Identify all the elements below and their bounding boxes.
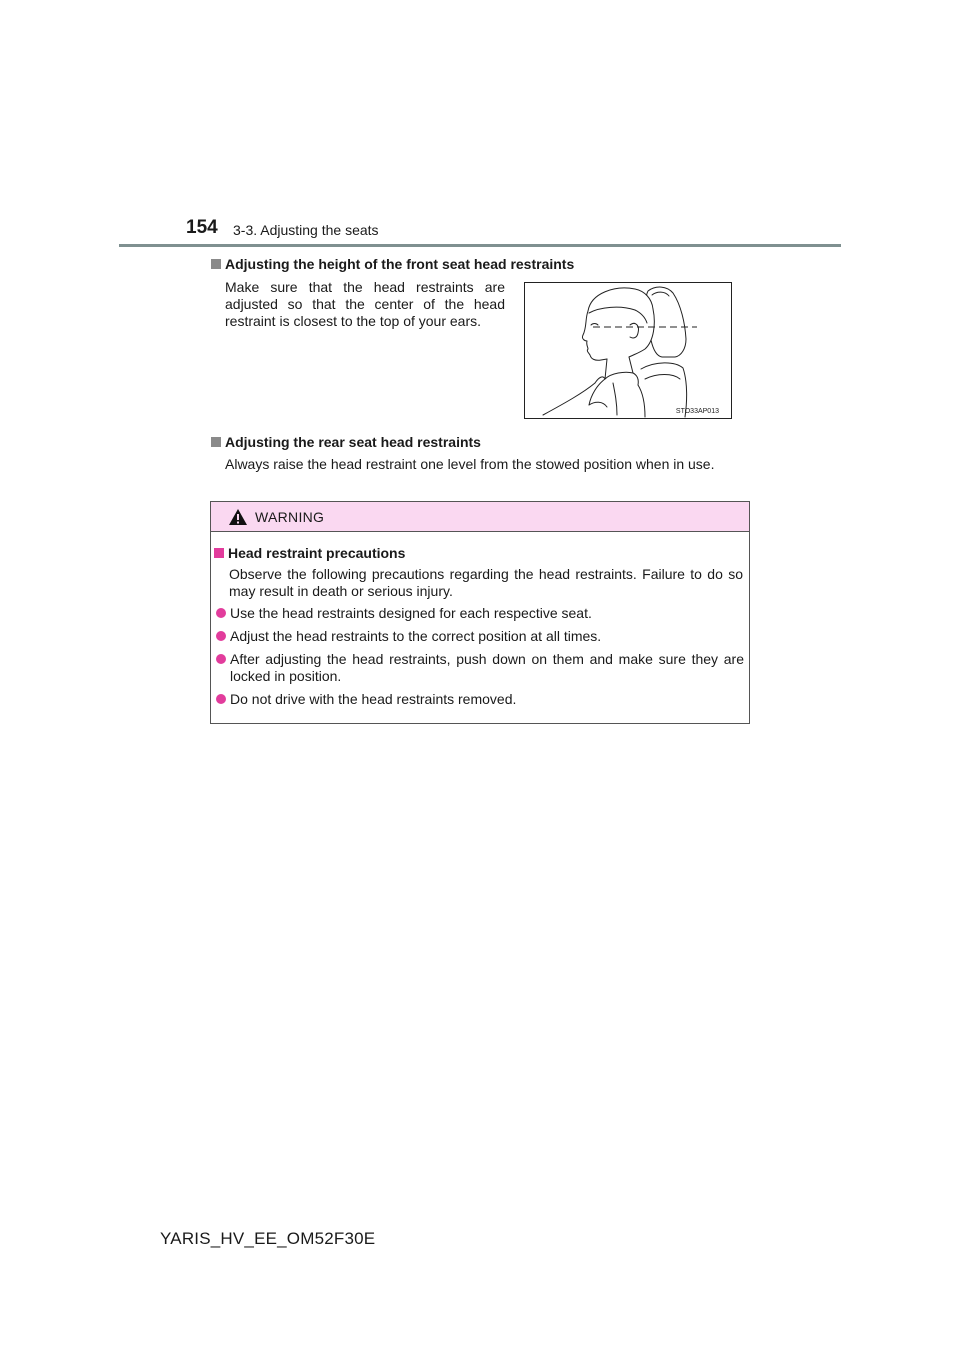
warning-text: Observe the following precautions regarding the head restraints. Failure to do so may result in death or serious injury. — [229, 566, 743, 599]
list-item: After adjusting the head restraints, push down on them and make sure they are locked in position. — [214, 651, 744, 685]
rear-restraints-text: Always raise the head restraint one level from the stowed position when in use. — [225, 456, 715, 472]
warning-bullet-list — [214, 605, 744, 714]
list-item: Do not drive with the head restraints removed. — [214, 691, 744, 708]
bullet-dot-icon — [216, 694, 226, 704]
warning-box — [210, 501, 750, 724]
front-restraints-heading: Adjusting the height of the front seat head restraints — [211, 256, 574, 272]
rear-restraints-heading: Adjusting the rear seat head restraints — [211, 434, 481, 450]
warning-header — [211, 502, 749, 532]
square-bullet-icon — [214, 548, 224, 558]
head-restraint-illustration-icon — [525, 283, 731, 418]
warning-triangle-icon — [228, 508, 248, 526]
section-title: 3-3. Adjusting the seats — [233, 222, 379, 238]
document-code: YARIS_HV_EE_OM52F30E — [160, 1229, 376, 1248]
bullet-dot-icon — [216, 654, 226, 664]
warning-title: WARNING — [255, 509, 325, 525]
square-bullet-icon — [211, 437, 221, 447]
list-item: Adjust the head restraints to the correct position at all times. — [214, 628, 744, 645]
front-restraints-text: Make sure that the head restraints are adjusted so that the center of the head restraint is closest to the top of your ears. — [225, 279, 505, 329]
page-number: 154 — [186, 217, 218, 238]
figure-id: STO33AP013 — [675, 408, 719, 415]
header-divider — [119, 244, 841, 247]
warning-heading: Head restraint precautions — [214, 545, 405, 561]
head-restraint-figure — [524, 282, 732, 419]
square-bullet-icon — [211, 259, 221, 269]
bullet-dot-icon — [216, 631, 226, 641]
bullet-dot-icon — [216, 608, 226, 618]
list-item: Use the head restraints designed for each respective seat. — [214, 605, 744, 622]
